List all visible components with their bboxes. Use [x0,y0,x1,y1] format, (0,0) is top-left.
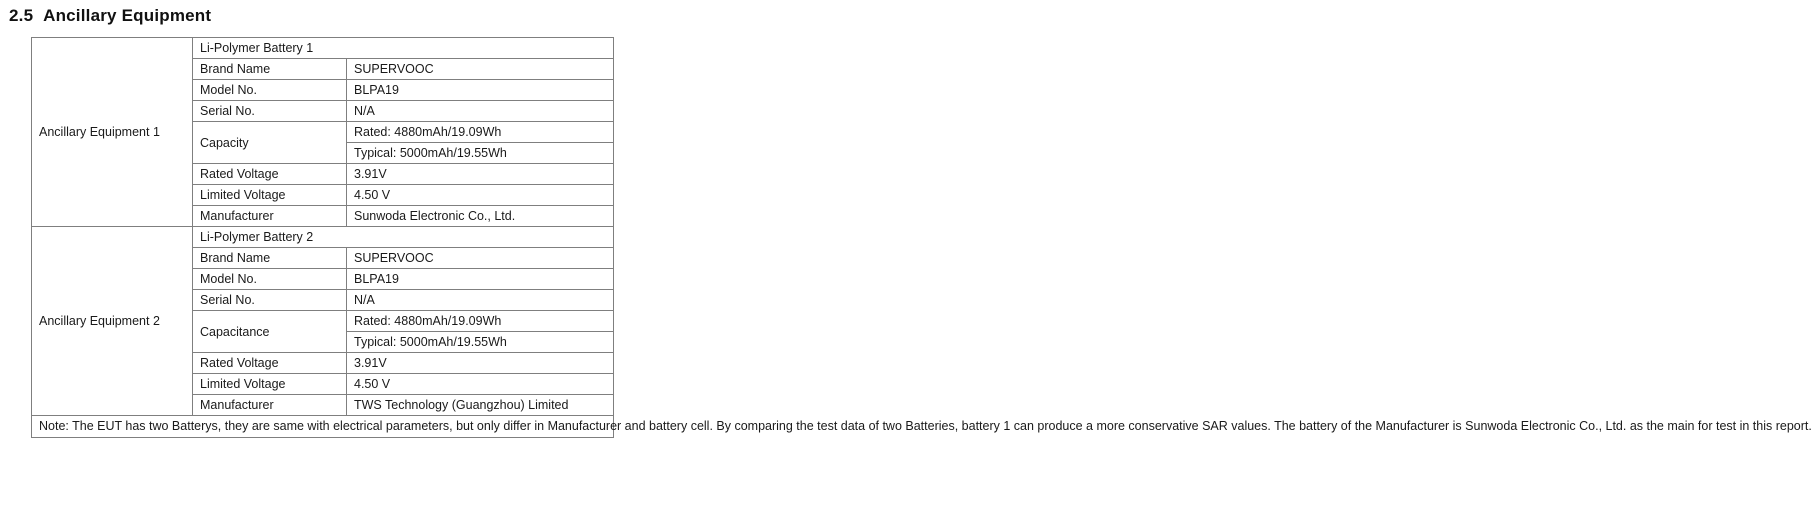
field-label: Limited Voltage [193,374,347,395]
field-value: 4.50 V [347,185,614,206]
field-label: Rated Voltage [193,164,347,185]
field-value: TWS Technology (Guangzhou) Limited [347,395,614,416]
field-value-typical: Typical: 5000mAh/19.55Wh [347,332,614,353]
field-value: N/A [347,290,614,311]
field-label: Serial No. [193,290,347,311]
field-value-rated: Rated: 4880mAh/19.09Wh [347,122,614,143]
field-value: SUPERVOOC [347,248,614,269]
field-value: BLPA19 [347,269,614,290]
field-value: SUPERVOOC [347,59,614,80]
field-value-rated: Rated: 4880mAh/19.09Wh [347,311,614,332]
table-row [32,38,614,59]
field-label: Capacity [193,122,347,164]
field-value: 3.91V [347,164,614,185]
field-label: Serial No. [193,101,347,122]
field-label: Manufacturer [193,395,347,416]
ancillary-equipment-table [31,37,1812,438]
field-label: Manufacturer [193,206,347,227]
section-title: Ancillary Equipment [43,6,212,25]
field-value: 3.91V [347,353,614,374]
note-row [32,416,614,438]
section-number: 2.5 [9,6,34,25]
field-value: 4.50 V [347,374,614,395]
battery-title: Li-Polymer Battery 1 [193,38,614,59]
field-value: Sunwoda Electronic Co., Ltd. [347,206,614,227]
field-label: Capacitance [193,311,347,353]
field-label: Model No. [193,269,347,290]
field-value: BLPA19 [347,80,614,101]
battery-title: Li-Polymer Battery 2 [193,227,614,248]
field-value: N/A [347,101,614,122]
equipment-label: Ancillary Equipment 2 [32,227,193,416]
field-label: Model No. [193,80,347,101]
section-heading [9,6,211,26]
field-label: Rated Voltage [193,353,347,374]
field-value-typical: Typical: 5000mAh/19.55Wh [347,143,614,164]
equipment-label: Ancillary Equipment 1 [32,38,193,227]
table-row [32,227,614,248]
field-label: Brand Name [193,59,347,80]
field-label: Brand Name [193,248,347,269]
field-label: Limited Voltage [193,185,347,206]
note-text: Note: The EUT has two Batterys, they are same with electrical parameters, but only differ in Manufacturer and battery cell. By comparing the test data of two Batteries, battery 1 can produce a more conservative SAR values. The battery of the Manufacturer is Sunwoda Electronic Co., Ltd. as the main for test in this report. [32,416,614,438]
